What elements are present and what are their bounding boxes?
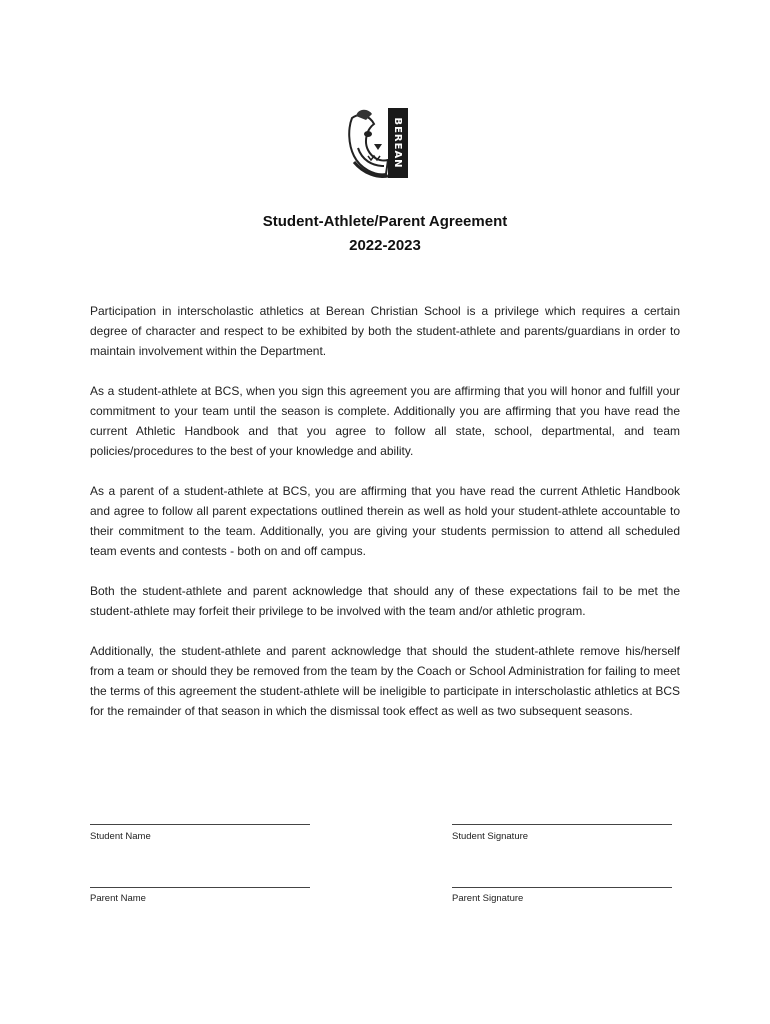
parent-signature-line[interactable] — [452, 887, 672, 888]
student-name-label: Student Name — [90, 831, 151, 842]
paragraph-acknowledge-forfeit: Both the student-athlete and parent acknowledge that should any of these expectations fail to be met the student-athlete may forfeit their privilege to be involved with the team and/or athletic program. — [90, 584, 680, 618]
paragraph-acknowledge-removal: Additionally, the student-athlete and parent acknowledge that should the student-athlete remove his/herself from a team or should they be removed from the team by the Coach or School Administration for failing to meet the terms of this agreement the student-athlete will be ineligible to participate in interscholastic athletics at BCS for the remainder of that season in which the dismissal took effect as well as two subsequent seasons. — [90, 644, 680, 718]
logo-wordmark: BEREAN — [392, 117, 403, 169]
parent-name-line[interactable] — [90, 887, 310, 888]
parent-signature-label: Parent Signature — [452, 893, 524, 904]
parent-name-label: Parent Name — [90, 893, 146, 904]
bulldog-mascot-icon — [344, 104, 414, 180]
document-year: 2022-2023 — [349, 237, 421, 254]
paragraph-participation: Participation in interscholastic athletics at Berean Christian School is a privilege which requires a certain degree of character and respect to be exhibited by both the student-athlete and parents/guardians in order to maintain involvement within the Department. — [90, 304, 680, 358]
paragraph-student-athlete: As a student-athlete at BCS, when you sign this agreement you are affirming that you will honor and fulfill your commitment to your team until the season is complete. Additionally you are affirming that you have read the current Athletic Handbook and that you agree to follow all state, school, departmental, and team policies/procedures to the best of your knowledge and ability. — [90, 384, 680, 458]
paragraph-parent: As a parent of a student-athlete at BCS, you are affirming that you have read the current Athletic Handbook and agree to follow all parent expectations outlined therein as well as hold your student-athlete accountable to their commitment to the team. Additionally, you are giving your students permission to attend all scheduled team events and contests - both on and off campus. — [90, 484, 680, 558]
student-signature-line[interactable] — [452, 824, 672, 825]
student-name-line[interactable] — [90, 824, 310, 825]
student-signature-label: Student Signature — [452, 831, 529, 842]
document-title: Student-Athlete/Parent Agreement — [262, 213, 508, 230]
